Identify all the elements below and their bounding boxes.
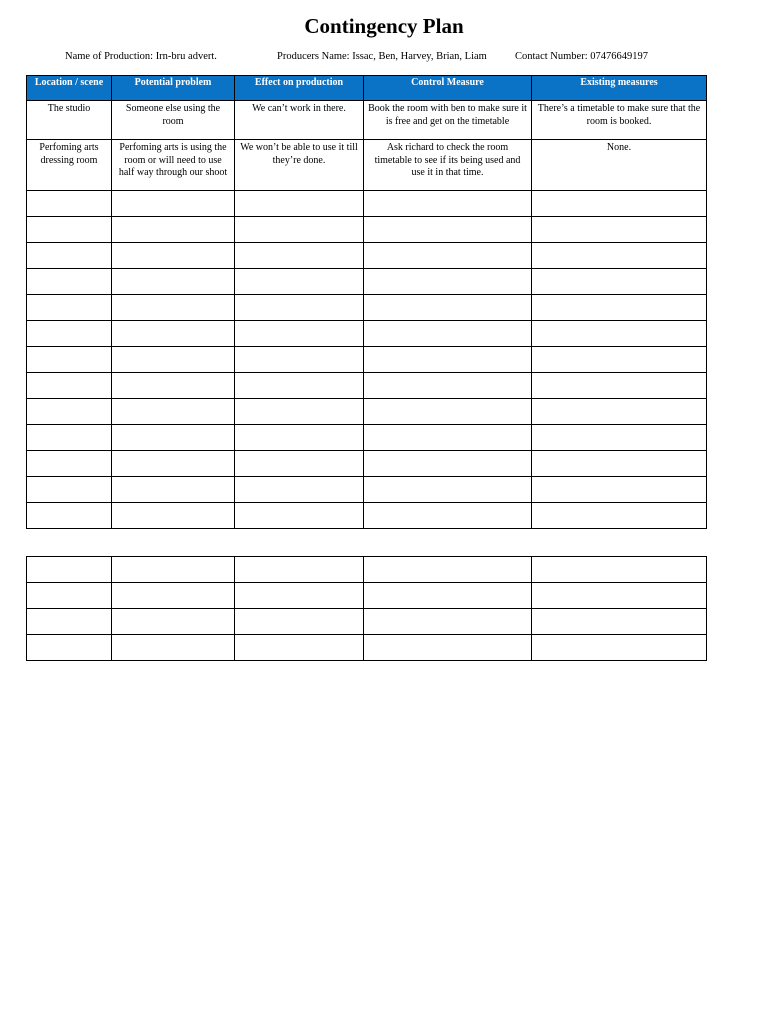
document-title: Contingency Plan — [304, 14, 464, 38]
header-potential-problem: Potential problem — [112, 76, 235, 101]
header-existing-measures: Existing measures — [532, 76, 707, 101]
table-row — [27, 101, 707, 140]
producers-name: Producers Name: Issac, Ben, Harvey, Brian, Liam — [277, 51, 487, 62]
table-row — [27, 140, 707, 191]
empty-row — [27, 557, 707, 583]
empty-row — [27, 321, 707, 347]
table-cell: Perfoming arts dressing room — [27, 140, 112, 191]
header-location: Location / scene — [27, 76, 112, 101]
table-cell: The studio — [27, 101, 112, 140]
empty-row — [27, 503, 707, 529]
contact-number: Contact Number: 07476649197 — [515, 51, 648, 62]
table-cell: There’s a timetable to make sure that the room is booked. — [532, 101, 707, 140]
production-info — [0, 50, 768, 66]
header-effect: Effect on production — [235, 76, 364, 101]
empty-row — [27, 635, 707, 661]
empty-row — [27, 477, 707, 503]
empty-row — [27, 269, 707, 295]
empty-row — [27, 373, 707, 399]
empty-row — [27, 217, 707, 243]
empty-row — [27, 451, 707, 477]
header-control-measure: Control Measure — [364, 76, 532, 101]
contingency-table — [26, 75, 707, 529]
empty-row — [27, 583, 707, 609]
table-cell: None. — [532, 140, 707, 191]
empty-row — [27, 243, 707, 269]
empty-row — [27, 191, 707, 217]
table-cell: We can’t work in there. — [235, 101, 364, 140]
empty-row — [27, 399, 707, 425]
empty-row — [27, 347, 707, 373]
table-cell: We won’t be able to use it till they’re done. — [235, 140, 364, 191]
continuation-table — [26, 556, 707, 661]
table-cell: Ask richard to check the room timetable to see if its being used and use it in that time. — [364, 140, 532, 191]
production-name: Name of Production: Irn-bru advert. — [65, 51, 217, 62]
empty-row — [27, 425, 707, 451]
empty-row — [27, 609, 707, 635]
table-cell: Book the room with ben to make sure it is free and get on the timetable — [364, 101, 532, 140]
table-cell: Perfoming arts is using the room or will need to use half way through our shoot — [112, 140, 235, 191]
empty-row — [27, 295, 707, 321]
table-header-row — [27, 76, 707, 101]
table-cell: Someone else using the room — [112, 101, 235, 140]
